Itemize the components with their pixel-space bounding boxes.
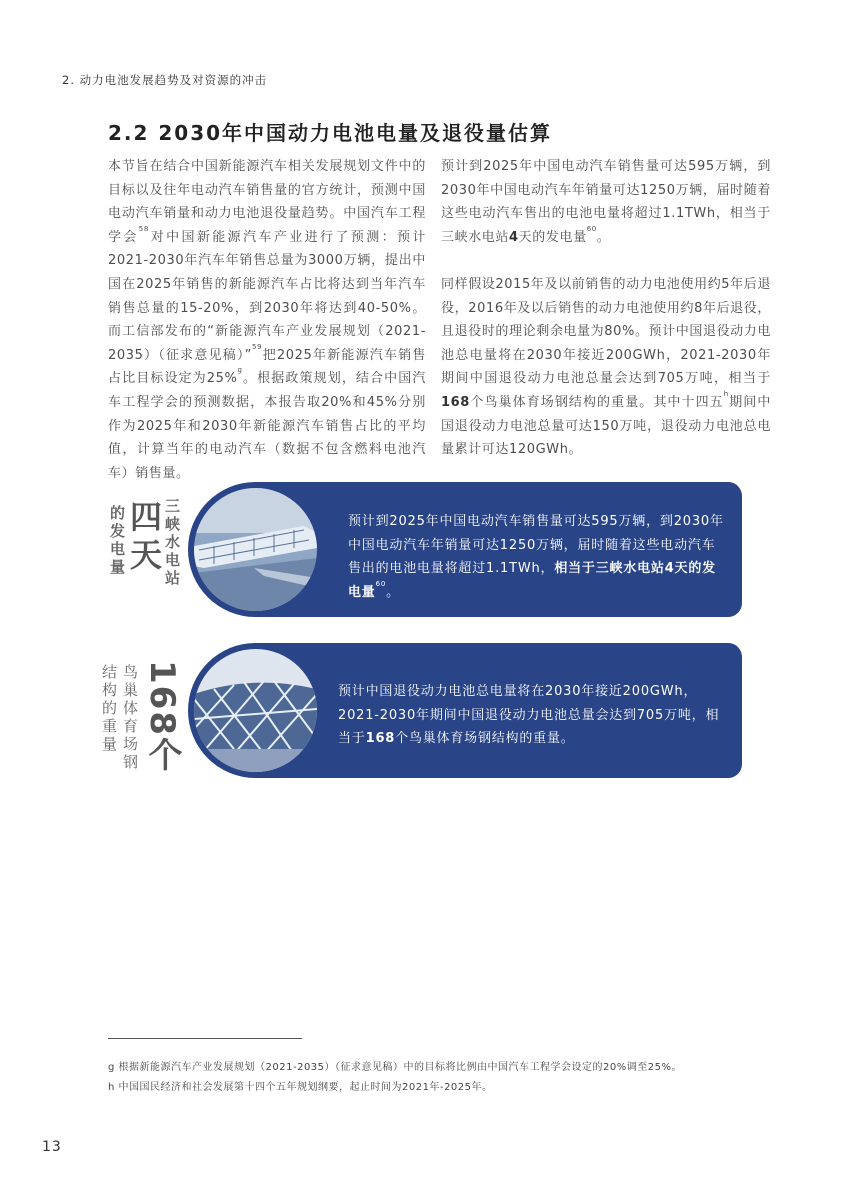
dam-photo-icon bbox=[194, 488, 317, 611]
callout-text bbox=[348, 510, 724, 604]
footnote-ref[interactable]: h bbox=[723, 389, 729, 398]
footnote-ref[interactable]: g bbox=[237, 366, 243, 375]
callout-label-small: 鸟巢体育场钢 bbox=[121, 664, 139, 772]
text: 对中国新能源汽车产业进行了预测：预计2021-2030年汽车年销售总量为3000万辆，提出中国在2025年销售的新能源汽车占比将达到当年汽车销售总量的15-20%，到2030年将达到40-50%。而工信部发布的“新能源汽车产业发展规划（2021-2035）（征求意见稿）” bbox=[108, 229, 426, 363]
text: 个鸟巢体育场钢结构的重量。其中十四五 bbox=[469, 394, 724, 410]
section-title: 2.2 2030年中国动力电池电量及退役量估算 bbox=[108, 121, 553, 145]
text: 。 bbox=[596, 229, 611, 245]
footnote-divider bbox=[108, 1038, 302, 1039]
footnote-h: h 中国国民经济和社会发展第十四个五年规划纲要，起止时间为2021年-2025年。 bbox=[108, 1082, 493, 1093]
reference[interactable]: 59 bbox=[252, 342, 263, 351]
paragraph bbox=[441, 273, 771, 462]
text: 。 bbox=[386, 584, 400, 600]
paragraph bbox=[441, 155, 771, 249]
right-column bbox=[441, 155, 771, 485]
reference[interactable]: 60 bbox=[586, 224, 597, 233]
running-head: 2. 动力电池发展趋势及对资源的冲击 bbox=[62, 73, 268, 87]
text: 。根据政策规划，结合中国汽车工程学会的预测数据，本报告取20%和45%分别作为2025年和2030年新能源汽车销售占比的平均值，计算当年的电动汽车（数据不包含燃料电池汽车）销售量。 bbox=[108, 371, 426, 481]
bold-text: 168 bbox=[365, 731, 396, 746]
text: 预计中国退役动力电池总电量将在2030年接近200GWh，2021-2030年期间中国退役动力电池总量会达到705万吨，相当于 bbox=[338, 684, 720, 746]
callout-birds-nest bbox=[188, 643, 742, 778]
paragraph bbox=[108, 155, 426, 485]
birds-nest-stadium-photo-icon bbox=[194, 649, 317, 772]
text: 预计到2025年中国电动汽车销售量可达595万辆，到2030年中国电动汽车年销量可达1250万辆，届时随着这些电动汽车售出的电池电量将超过1.1TWh， bbox=[348, 514, 724, 576]
text: 期间中国退役动力电池总量可达150万吨，退役动力电池总电量累计可达120GWh。 bbox=[441, 394, 771, 458]
left-column bbox=[108, 155, 426, 509]
text: 天的发电量 bbox=[518, 229, 587, 245]
callout-label-big: 168个 bbox=[142, 660, 182, 773]
text: 个鸟巢体育场钢结构的重量。 bbox=[395, 731, 575, 746]
callout-label-big: 四天 bbox=[125, 500, 163, 576]
text: 同样假设2015年及以前销售的动力电池使用约5年后退役，2016年及以后销售的动力电池使用约8年后退役，且退役时的理论剩余电量为80%。预计中国退役动力电池总电量将在2030年接近200GWh，2021-2030年期间中国退役动力电池总量会达到705万吨，相当于 bbox=[441, 276, 771, 387]
callout-three-gorges bbox=[188, 482, 742, 617]
text: 预计到2025年中国电动汽车销售量可达595万辆，到2030年中国电动汽车年销量可达1250万辆，届时随着这些电动汽车售出的电池电量将超过1.1TWh，相当于三峡水电站 bbox=[441, 159, 771, 245]
text: 把2025年新能源汽车销售占比目标设定为25% bbox=[108, 347, 426, 387]
bold-text: 相当于三峡水电站4天的发电量 bbox=[348, 561, 716, 600]
callout-label-small: 三峡水电站 bbox=[163, 498, 181, 588]
footnote-g: g 根据新能源汽车产业发展规划（2021-2035）（征求意见稿）中的目标将比例由中国汽车工程学会设定的20%调至25%。 bbox=[108, 1062, 682, 1073]
callout-label-small: 的发电量 bbox=[108, 505, 126, 577]
page-number: 13 bbox=[42, 1139, 62, 1155]
bold-text: 168 bbox=[441, 394, 470, 410]
text: 本节旨在结合中国新能源汽车相关发展规划文件中的目标以及往年电动汽车销售量的官方统计，预测中国电动汽车销量和动力电池退役量趋势。中国汽车工程学会 bbox=[108, 159, 426, 245]
bold-text: 4 bbox=[509, 229, 519, 245]
reference[interactable]: 58 bbox=[138, 224, 149, 233]
reference[interactable]: 60 bbox=[375, 579, 387, 588]
callout-text bbox=[338, 680, 724, 751]
callout-label-small: 结构的重量 bbox=[100, 664, 118, 754]
